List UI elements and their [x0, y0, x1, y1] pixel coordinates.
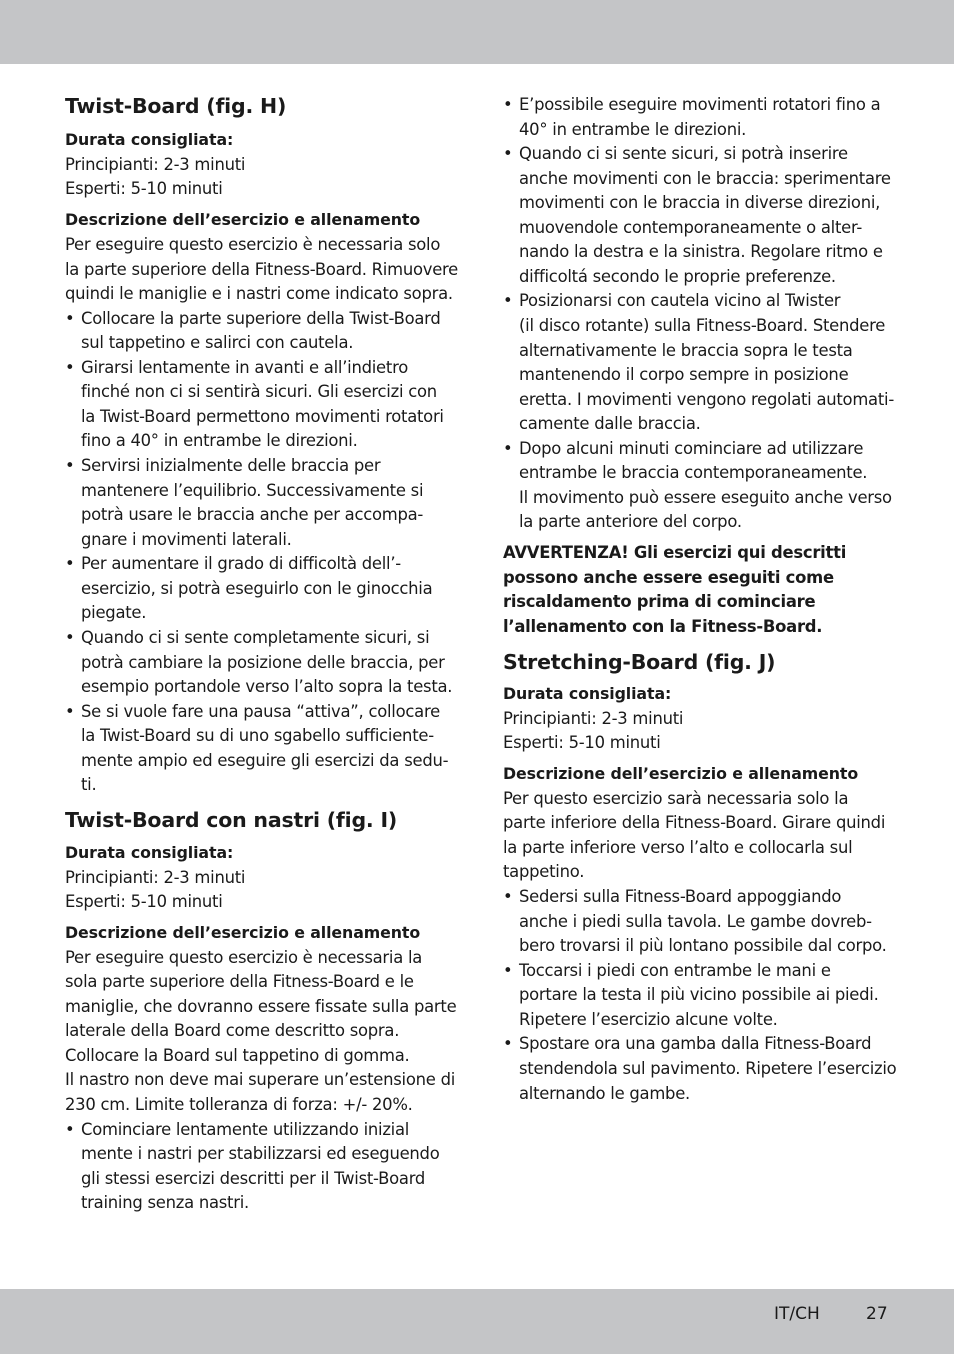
bullet-line: Toccarsi i piedi con entrambe le mani e	[519, 961, 831, 980]
bullet-line: Il movimento può essere eseguito anche verso	[519, 488, 892, 507]
bullet-line: potrà cambiare la posizione delle braccia, per	[81, 653, 445, 672]
warning-line: possono anche essere eseguiti come	[503, 568, 834, 587]
bullet-line: eretta. I movimenti vengono regolati automati-	[519, 390, 894, 409]
bullet-line: esempio portandole verso l’alto sopra la testa.	[81, 677, 453, 696]
bullet-marker: •	[65, 628, 75, 647]
warning-line: AVVERTENZA! Gli esercizi qui descritti	[503, 543, 847, 562]
bullet-line: Dopo alcuni minuti cominciare ad utilizzare	[519, 439, 864, 458]
bullet-line: entrambe le braccia contemporaneamente.	[519, 463, 868, 482]
bullet-line: Ripetere l’esercizio alcune volte.	[519, 1010, 778, 1029]
intro-line: parte inferiore della Fitness-Board. Girare quindi	[503, 813, 886, 832]
beginners-duration: Principianti: 2-3 minuti	[65, 155, 246, 174]
bullet-line: Sedersi sulla Fitness-Board appoggiando	[519, 887, 842, 906]
bullet-line: 40° in entrambe le direzioni.	[519, 120, 747, 139]
description-heading: Descrizione dell’esercizio e allenamento	[503, 764, 859, 783]
bullet-line: camente dalle braccia.	[519, 414, 701, 433]
bullet-line: fino a 40° in entrambe le direzioni.	[81, 431, 358, 450]
bullet-line: E’possibile eseguire movimenti rotatori fino a	[519, 95, 881, 114]
bullet-line: bero trovarsi il più lontano possibile dal corpo.	[519, 936, 887, 955]
intro-line: la parte inferiore verso l’alto e collocarla sul	[503, 838, 853, 857]
warning-line: l’allenamento con la Fitness-Board.	[503, 617, 823, 636]
bullet-marker: •	[65, 358, 75, 377]
bullet-line: la parte anteriore del corpo.	[519, 512, 742, 531]
bullet-line: gnare i movimenti laterali.	[81, 530, 292, 549]
bullet-line: esercizio, si potrà eseguirlo con le ginocchia	[81, 579, 433, 598]
bullet-line: piegate.	[81, 603, 147, 622]
bullet-line: stendendola sul pavimento. Ripetere l’esercizio	[519, 1059, 897, 1078]
bullet-line: Se si vuole fare una pausa “attiva”, collocare	[81, 702, 440, 721]
intro-line: Per eseguire questo esercizio è necessaria solo	[65, 235, 441, 254]
bullet-line: ti.	[81, 775, 97, 794]
bullet-line: finché non ci si sentirà sicuri. Gli esercizi con	[81, 382, 437, 401]
intro-line: laterale della Board come descritto sopra.	[65, 1021, 400, 1040]
bullet-line: sul tappetino e salirci con cautela.	[81, 333, 354, 352]
bullet-line: difficoltá secondo le proprie preferenze.	[519, 267, 836, 286]
bullet-line: Quando ci si sente sicuri, si potrà inserire	[519, 144, 848, 163]
bullet-line: (il disco rotante) sulla Fitness-Board. Stendere	[519, 316, 886, 335]
bullet-line: alternando le gambe.	[519, 1084, 690, 1103]
bullet-marker: •	[65, 702, 75, 721]
bullet-line: Girarsi lentamente in avanti e all’indietro	[81, 358, 408, 377]
intro-line: Il nastro non deve mai superare un’estensione di	[65, 1070, 456, 1089]
footer-locale: IT/CH	[774, 1304, 820, 1324]
bullet-line: Spostare ora una gamba dalla Fitness-Board	[519, 1034, 872, 1053]
bullet-line: mente ampio ed eseguire gli esercizi da sedu-	[81, 751, 449, 770]
bullet-marker: •	[503, 291, 513, 310]
intro-line: Per questo esercizio sarà necessaria solo la	[503, 789, 849, 808]
bullet-line: mantenendo il corpo sempre in posizione	[519, 365, 849, 384]
bullet-line: la Twist-Board su di uno sgabello sufficiente-	[81, 726, 434, 745]
beginners-duration: Principianti: 2-3 minuti	[65, 868, 246, 887]
bullet-line: potrà usare le braccia anche per accompa-	[81, 505, 424, 524]
duration-label: Durata consigliata:	[65, 843, 234, 862]
intro-line: Per eseguire questo esercizio è necessaria la	[65, 948, 423, 967]
bullet-line: Posizionarsi con cautela vicino al Twister	[519, 291, 841, 310]
bullet-line: Collocare la parte superiore della Twist-Board	[81, 309, 441, 328]
experts-duration: Esperti: 5-10 minuti	[503, 733, 661, 752]
beginners-duration: Principianti: 2-3 minuti	[503, 709, 684, 728]
bullet-line: la Twist-Board permettono movimenti rotatori	[81, 407, 444, 426]
bullet-marker: •	[65, 456, 75, 475]
bullet-marker: •	[503, 95, 513, 114]
bullet-marker: •	[503, 887, 513, 906]
bullet-line: training senza nastri.	[81, 1193, 249, 1212]
description-heading: Descrizione dell’esercizio e allenamento	[65, 923, 421, 942]
intro-line: 230 cm. Limite tolleranza di forza: +/- 20%.	[65, 1095, 413, 1114]
section-title-twist-board: Twist-Board (fig. H)	[65, 94, 287, 118]
bullet-line: nando la destra e la sinistra. Regolare ritmo e	[519, 242, 883, 261]
section-title-twist-board-bands: Twist-Board con nastri (fig. I)	[65, 808, 398, 832]
intro-line: tappetino.	[503, 862, 585, 881]
bullet-marker: •	[503, 144, 513, 163]
bullet-line: Per aumentare il grado di difficoltà dell’-	[81, 554, 401, 573]
bullet-line: Servirsi inizialmente delle braccia per	[81, 456, 381, 475]
bullet-line: Quando ci si sente completamente sicuri, si	[81, 628, 430, 647]
section-title-stretching-board: Stretching-Board (fig. J)	[503, 650, 776, 674]
bullet-line: anche movimenti con le braccia: sperimentare	[519, 169, 891, 188]
intro-line: maniglie, che dovranno essere fissate sulla parte	[65, 997, 457, 1016]
bullet-line: Cominciare lentamente utilizzando inizial	[81, 1120, 410, 1139]
intro-line: sola parte superiore della Fitness-Board e le	[65, 972, 414, 991]
bullet-marker: •	[503, 1034, 513, 1053]
experts-duration: Esperti: 5-10 minuti	[65, 179, 223, 198]
bullet-line: portare la testa il più vicino possibile ai piedi.	[519, 985, 879, 1004]
experts-duration: Esperti: 5-10 minuti	[65, 892, 223, 911]
bullet-marker: •	[65, 1120, 75, 1139]
bullet-line: muovendole contemporaneamente o alter-	[519, 218, 863, 237]
warning-line: riscaldamento prima di cominciare	[503, 592, 816, 611]
header-band	[0, 0, 954, 64]
bullet-marker: •	[65, 554, 75, 573]
bullet-line: anche i piedi sulla tavola. Le gambe dovreb-	[519, 912, 872, 931]
duration-label: Durata consigliata:	[503, 684, 672, 703]
bullet-line: mantenere l’equilibrio. Successivamente si	[81, 481, 424, 500]
intro-line: la parte superiore della Fitness-Board. Rimuovere	[65, 260, 458, 279]
bullet-marker: •	[65, 309, 75, 328]
bullet-line: gli stessi esercizi descritti per il Twist-Board	[81, 1169, 426, 1188]
bullet-line: mente i nastri per stabilizzarsi ed eseguendo	[81, 1144, 440, 1163]
bullet-line: alternativamente le braccia sopra le testa	[519, 341, 853, 360]
intro-line: quindi le maniglie e i nastri come indicato sopra.	[65, 284, 453, 303]
duration-label: Durata consigliata:	[65, 130, 234, 149]
page-number: 27	[866, 1304, 888, 1324]
bullet-marker: •	[503, 439, 513, 458]
bullet-line: movimenti con le braccia in diverse direzioni,	[519, 193, 881, 212]
description-heading: Descrizione dell’esercizio e allenamento	[65, 210, 421, 229]
bullet-marker: •	[503, 961, 513, 980]
intro-line: Collocare la Board sul tappetino di gomma.	[65, 1046, 410, 1065]
